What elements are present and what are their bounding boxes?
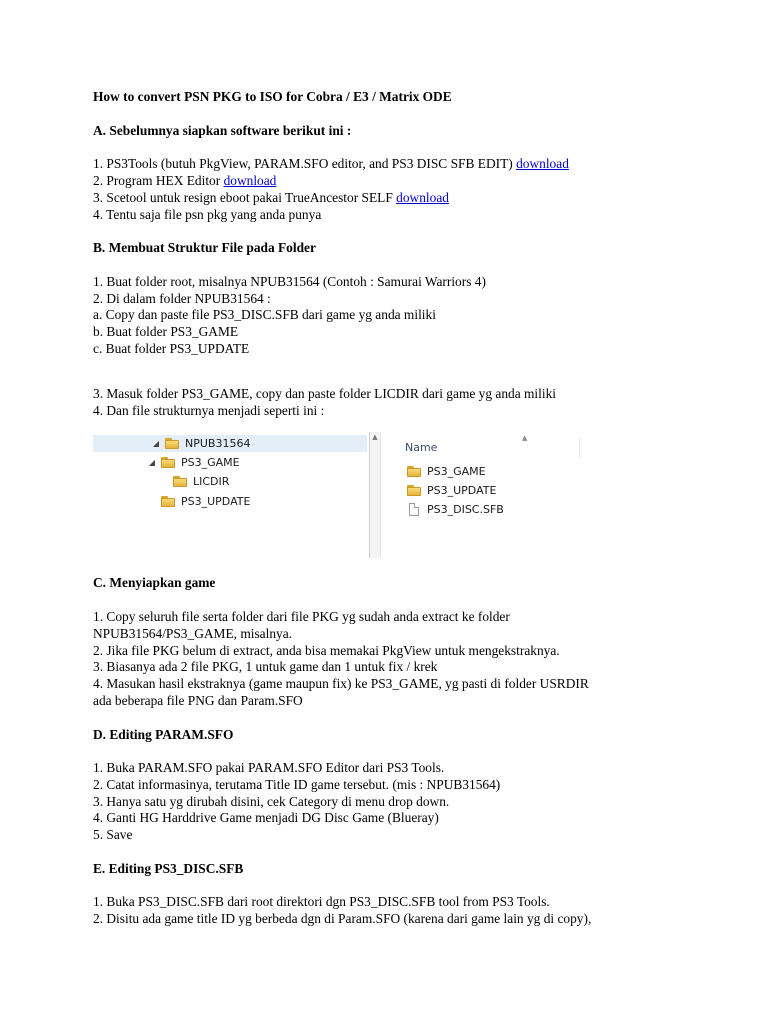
tree-node-ps3-update[interactable] xyxy=(161,492,250,510)
folder-icon xyxy=(161,457,175,468)
section-c-item-2: 2. Jika file PKG belum di extract, anda bisa memakai PkgView untuk mengekstraknya. xyxy=(93,643,560,658)
section-b-item-4: 4. Dan file strukturnya menjadi seperti ini : xyxy=(93,403,325,418)
file-name: PS3_UPDATE xyxy=(427,483,497,497)
section-a-item-1-text: 1. PS3Tools (butuh PkgView, PARAM.SFO editor, and PS3 DISC SFB EDIT) xyxy=(93,156,513,171)
download-link-ps3tools[interactable]: download xyxy=(516,156,569,171)
section-a-item-3-text: 3. Scetool untuk resign eboot pakai TrueAncestor SELF xyxy=(93,190,393,205)
section-a-item-3 xyxy=(93,189,449,206)
file-name: PS3_GAME xyxy=(427,464,486,478)
section-c-item-3: 3. Biasanya ada 2 file PKG, 1 untuk game dan 1 untuk fix / krek xyxy=(93,659,438,674)
section-a-item-2 xyxy=(93,172,276,189)
tree-node-label: PS3_GAME xyxy=(181,455,240,469)
section-a-heading: A. Sebelumnya siapkan software berikut ini : xyxy=(93,123,352,138)
tree-node-label: LICDIR xyxy=(193,474,230,488)
section-b-item-b: b. Buat folder PS3_GAME xyxy=(93,324,239,339)
sort-ascending-icon: ▲ xyxy=(522,434,528,442)
section-b-item-1: 1. Buat folder root, misalnya NPUB31564 (Contoh : Samurai Warriors 4) xyxy=(93,274,486,289)
tree-scrollbar[interactable] xyxy=(369,432,381,558)
folder-icon xyxy=(161,496,175,507)
download-link-hex-editor[interactable]: download xyxy=(223,173,277,188)
section-c-heading: C. Menyiapkan game xyxy=(93,575,216,590)
tree-node-licdir[interactable] xyxy=(173,472,229,490)
section-b-item-c: c. Buat folder PS3_UPDATE xyxy=(93,341,250,356)
section-e-heading: E. Editing PS3_DISC.SFB xyxy=(93,861,244,876)
file-row-ps3-update[interactable] xyxy=(407,481,496,499)
section-a-item-1 xyxy=(93,155,569,172)
section-c-item-4-cont: ada beberapa file PNG dan Param.SFO xyxy=(93,693,303,708)
section-b-item-2: 2. Di dalam folder NPUB31564 : xyxy=(93,291,271,306)
section-c-item-4: 4. Masukan hasil ekstraknya (game maupun fix) ke PS3_GAME, yg pasti di folder USRDIR xyxy=(93,676,589,691)
tree-node-ps3-game[interactable] xyxy=(147,453,240,471)
section-e-item-1: 1. Buka PS3_DISC.SFB dari root direktori dgn PS3_DISC.SFB tool from PS3 Tools. xyxy=(93,894,550,909)
folder-icon xyxy=(407,466,421,477)
file-name: PS3_DISC.SFB xyxy=(427,502,504,516)
folder-icon xyxy=(407,485,421,496)
section-b-heading: B. Membuat Struktur File pada Folder xyxy=(93,240,316,255)
section-b-item-a: a. Copy dan paste file PS3_DISC.SFB dari game yg anda miliki xyxy=(93,307,436,322)
file-icon xyxy=(409,503,419,516)
expanded-arrow-icon[interactable]: ◢ xyxy=(148,457,156,467)
file-row-ps3-game[interactable] xyxy=(407,462,486,480)
tree-node-label: NPUB31564 xyxy=(185,436,251,450)
section-d-item-3: 3. Hanya satu yg dirubah disini, cek Category di menu drop down. xyxy=(93,794,450,809)
section-d-item-4: 4. Ganti HG Harddrive Game menjadi DG Disc Game (Blueray) xyxy=(93,810,439,825)
download-link-scetool[interactable]: download xyxy=(396,190,449,205)
name-column-label: Name xyxy=(405,441,438,454)
expanded-arrow-icon[interactable]: ◢ xyxy=(152,438,160,448)
tree-node-label: PS3_UPDATE xyxy=(181,494,251,508)
scroll-up-arrow-icon[interactable]: ▲ xyxy=(372,433,378,441)
section-b-item-3: 3. Masuk folder PS3_GAME, copy dan paste folder LICDIR dari game yg anda miliki xyxy=(93,386,557,401)
section-e-item-2: 2. Disitu ada game title ID yg berbeda dgn di Param.SFO (karena dari game lain yg di copy), xyxy=(93,911,592,926)
tree-node-npub31564[interactable] xyxy=(151,434,250,452)
folder-icon xyxy=(165,438,179,449)
section-d-heading: D. Editing PARAM.SFO xyxy=(93,727,234,742)
section-c-item-1: 1. Copy seluruh file serta folder dari file PKG yg sudah anda extract ke folder xyxy=(93,609,510,624)
section-d-item-5: 5. Save xyxy=(93,827,133,842)
file-list-pane xyxy=(393,432,599,558)
section-c-item-1-cont: NPUB31564/PS3_GAME, misalnya. xyxy=(93,626,293,641)
folder-tree-pane xyxy=(93,432,369,558)
section-d-item-2: 2. Catat informasinya, terutama Title ID game tersebut. (mis : NPUB31564) xyxy=(93,777,501,792)
folder-icon xyxy=(173,476,187,487)
section-a-item-4: 4. Tentu saja file psn pkg yang anda punya xyxy=(93,207,322,222)
explorer-screenshot xyxy=(93,432,599,558)
section-a-item-2-text: 2. Program HEX Editor xyxy=(93,173,221,188)
file-row-ps3-disc-sfb[interactable] xyxy=(407,500,504,518)
name-column-header[interactable] xyxy=(393,434,580,458)
section-d-item-1: 1. Buka PARAM.SFO pakai PARAM.SFO Editor dari PS3 Tools. xyxy=(93,760,445,775)
doc-title: How to convert PSN PKG to ISO for Cobra / E3 / Matrix ODE xyxy=(93,89,452,104)
